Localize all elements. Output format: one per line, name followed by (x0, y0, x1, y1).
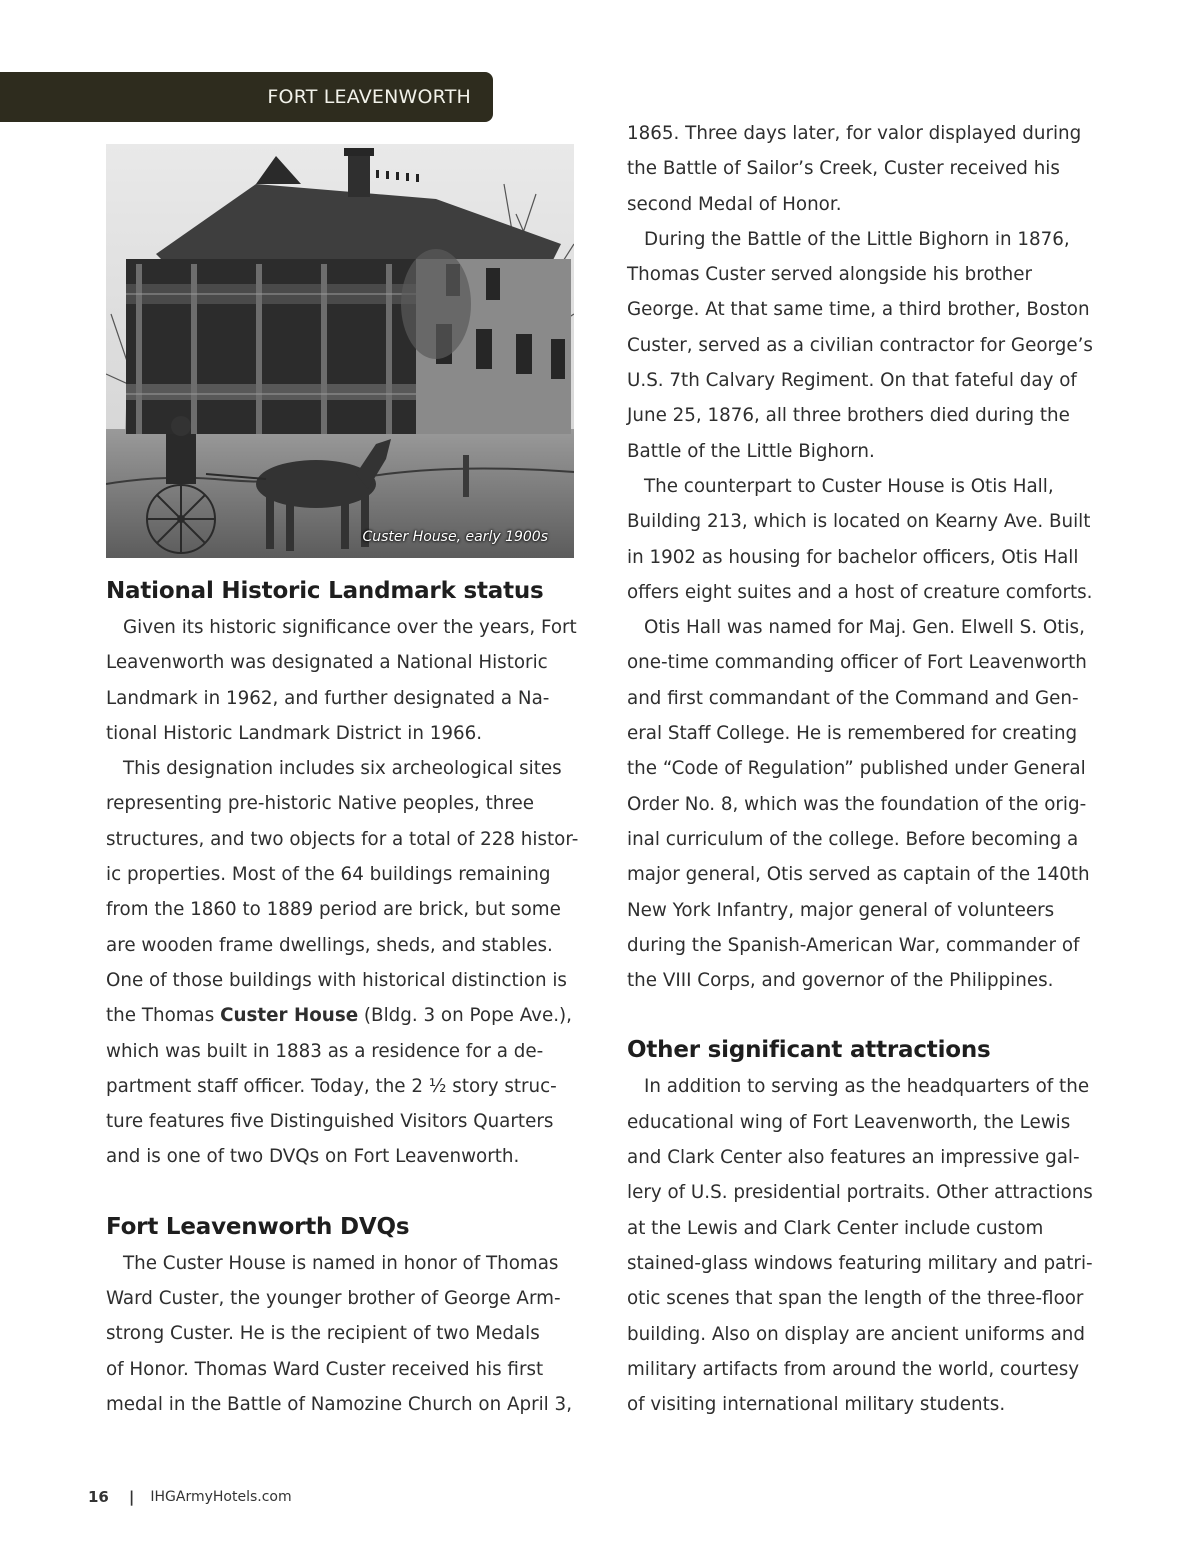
photo-caption: Custer House, early 1900s (362, 529, 548, 545)
paragraph-custer-house-named (106, 1246, 576, 1422)
text-line: structures, and two objects for a total of 228 histor- (106, 828, 579, 850)
paragraph-otis-hall (627, 469, 1097, 610)
text-line: which was built in 1883 as a residence for a de- (106, 1040, 544, 1062)
text-line: at the Lewis and Clark Center include custom (627, 1217, 1044, 1239)
text-line: Leavenworth was designated a National Historic (106, 652, 548, 674)
text-line: from the 1860 to 1889 period are brick, but some (106, 899, 561, 921)
text-line: U.S. 7th Calvary Regiment. On that fateful day of (627, 370, 1077, 392)
page-number: 16 (88, 1488, 109, 1506)
text-line: military artifacts from around the world, courtesy (627, 1358, 1080, 1380)
right-column (627, 116, 1097, 1422)
text-line: Battle of the Little Bighorn. (627, 440, 875, 462)
text-line: Building 213, which is located on Kearny Ave. Built (627, 511, 1091, 533)
paragraph-otis-named (627, 610, 1097, 998)
text-line: 1865. Three days later, for valor displayed during (627, 123, 1082, 144)
paragraph-designation (106, 610, 576, 751)
text-line: offers eight suites and a host of creature comforts. (627, 581, 1093, 603)
text-line: Given its historic significance over the years, Fort (123, 617, 577, 638)
text-line: and Clark Center also features an impressive gal- (627, 1147, 1080, 1169)
section-title: FORT LEAVENWORTH (267, 86, 471, 108)
text-line: are wooden frame dwellings, sheds, and stables. (106, 934, 553, 956)
text-line: eral Staff College. He is remembered for creating (627, 723, 1078, 745)
footer-website: IHGArmyHotels.com (150, 1489, 292, 1505)
text-line: One of those buildings with historical distinction is (106, 969, 567, 991)
text-line: During the Battle of the Little Bighorn in 1876, (644, 228, 1070, 250)
section-header-tab (0, 72, 493, 122)
text-line: George. At that same time, a third brother, Boston (627, 299, 1090, 321)
custer-house-illustration (106, 144, 574, 558)
page-footer (88, 1488, 292, 1506)
custer-house-bold: Custer House (220, 1005, 359, 1027)
text-line: one-time commanding officer of Fort Leavenworth (627, 652, 1087, 674)
paragraph-archeological-sites (106, 751, 579, 1175)
text-line: the VIII Corps, and governor of the Philippines. (627, 970, 1054, 992)
text-line: Order No. 8, which was the foundation of the orig- (627, 793, 1087, 815)
text-line: June 25, 1876, all three brothers died during the (627, 405, 1070, 427)
text-line: the Battle of Sailor’s Creek, Custer received his (627, 158, 1060, 180)
text-line: ture features five Distinguished Visitors Quarters (106, 1111, 554, 1133)
text-line: building. Also on display are ancient uniforms and (627, 1323, 1085, 1345)
text-line: in 1902 as housing for bachelor officers, Otis Hall (627, 546, 1079, 568)
text-line: otic scenes that span the length of the three-floor (627, 1288, 1084, 1310)
text-line: Landmark in 1962, and further designated a Na- (106, 687, 550, 709)
text-line: during the Spanish-American War, commander of (627, 934, 1080, 956)
left-column (106, 572, 579, 1422)
text-line: The counterpart to Custer House is Otis Hall, (644, 475, 1054, 497)
text-line: ic properties. Most of the 64 buildings remaining (106, 864, 551, 886)
text-line: In addition to serving as the headquarters of the (644, 1076, 1090, 1098)
text-line: stained-glass windows featuring military and patri- (627, 1252, 1093, 1274)
text-line: major general, Otis served as captain of the 140th (627, 864, 1090, 886)
heading-dvqs: Fort Leavenworth DVQs (106, 1213, 410, 1240)
text-line: the Thomas Custer House (Bldg. 3 on Pope Ave.), (106, 1005, 572, 1027)
text-line: The Custer House is named in honor of Thomas (123, 1252, 559, 1274)
text-line: second Medal of Honor. (627, 193, 842, 215)
text-line: and is one of two DVQs on Fort Leavenworth. (106, 1146, 520, 1168)
text-line: lery of U.S. presidential portraits. Other attractions (627, 1182, 1093, 1204)
text-line: of visiting international military students. (627, 1394, 1006, 1416)
paragraph-little-bighorn (627, 222, 1097, 469)
text-line: tional Historic Landmark District in 1966. (106, 722, 483, 744)
text-line: medal in the Battle of Namozine Church on April 3, (106, 1393, 573, 1415)
text-line: of Honor. Thomas Ward Custer received his first (106, 1358, 544, 1380)
text-line: New York Infantry, major general of volunteers (627, 899, 1055, 921)
text-line: the “Code of Regulation” published under General (627, 758, 1086, 780)
text-line: partment staff officer. Today, the 2 ½ story struc- (106, 1075, 557, 1097)
custer-house-photo (106, 144, 574, 558)
text-line: Custer, served as a civilian contractor for George’s (627, 334, 1093, 356)
text-line: and first commandant of the Command and Gen- (627, 687, 1079, 709)
text-line: inal curriculum of the college. Before becoming a (627, 828, 1079, 850)
heading-other-attractions: Other significant attractions (627, 1037, 991, 1064)
text-line: strong Custer. He is the recipient of two Medals (106, 1323, 540, 1345)
paragraph-medal-continued (627, 116, 1097, 222)
text-line: representing pre-historic Native peoples, three (106, 793, 534, 815)
footer-separator: | (128, 1488, 135, 1506)
text-line: Thomas Custer served alongside his brother (627, 264, 1033, 286)
text-line: educational wing of Fort Leavenworth, the Lewis (627, 1111, 1071, 1133)
text-line: Ward Custer, the younger brother of George Arm- (106, 1288, 561, 1310)
paragraph-lewis-clark-center (627, 1069, 1097, 1422)
text-line: Otis Hall was named for Maj. Gen. Elwell S. Otis, (644, 617, 1085, 639)
heading-landmark-status: National Historic Landmark status (106, 578, 544, 604)
text-line: This designation includes six archeological sites (123, 758, 562, 780)
